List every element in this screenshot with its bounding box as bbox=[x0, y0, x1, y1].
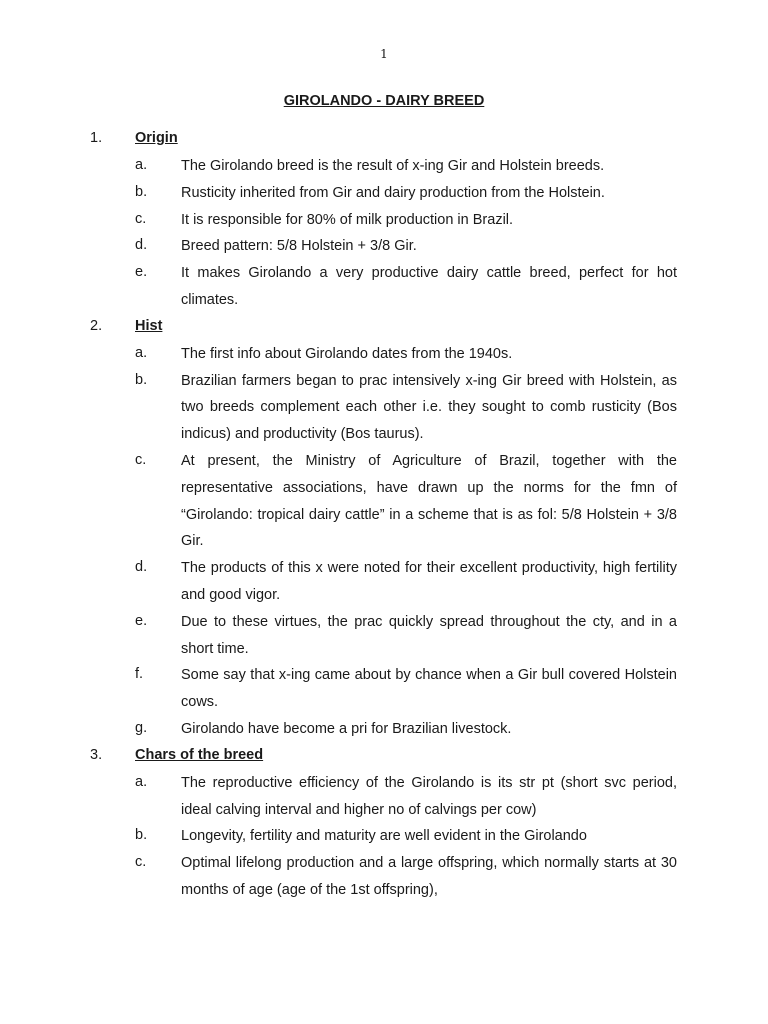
section-heading: Chars of the breed bbox=[135, 746, 264, 763]
item-letter: b. bbox=[135, 371, 148, 388]
document-title: GIROLANDO - DAIRY BREED bbox=[283, 93, 485, 109]
item-letter: a. bbox=[135, 344, 148, 361]
item-text: Rusticity inherited from Gir and dairy production from the Holstein. bbox=[181, 184, 605, 201]
item-letter: f. bbox=[135, 666, 144, 683]
item-text: Girolando have become a pri for Brazilian livestock. bbox=[181, 720, 512, 737]
item-letter: b. bbox=[135, 183, 148, 200]
item-text: Breed pattern: 5/8 Holstein + 3/8 Gir. bbox=[181, 238, 417, 255]
list-item bbox=[0, 770, 677, 824]
section-header bbox=[0, 126, 768, 153]
section-number: 1. bbox=[90, 130, 103, 146]
page-number: 1 bbox=[380, 47, 388, 61]
list-item bbox=[0, 180, 677, 207]
item-letter: a. bbox=[135, 773, 148, 790]
section-header bbox=[0, 314, 768, 341]
section-number: 2. bbox=[90, 317, 103, 334]
section-origin bbox=[0, 126, 768, 314]
item-letter: b. bbox=[135, 827, 148, 844]
item-letter: g. bbox=[135, 719, 148, 736]
item-text: The reproductive efficiency of the Girolando is its str pt (short svc period, ideal calving interval and higher no of calvings per cow) bbox=[181, 774, 677, 818]
item-text: The first info about Girolando dates from the 1940s. bbox=[181, 345, 513, 362]
item-text: Brazilian farmers began to prac intensively x-ing Gir breed with Holstein, as two breeds complement each other i.e. they sought to comb rusticity (Bos indicus) and productivity (Bos taurus). bbox=[181, 372, 677, 443]
list-item bbox=[0, 153, 677, 180]
list-item bbox=[0, 368, 677, 448]
list-item bbox=[0, 207, 677, 234]
item-letter: e. bbox=[135, 612, 148, 629]
item-letter: c. bbox=[135, 210, 147, 227]
item-text: Due to these virtues, the prac quickly spread throughout the cty, and in a short time. bbox=[181, 613, 677, 657]
section-heading: Origin bbox=[135, 130, 178, 146]
list-item bbox=[0, 260, 677, 314]
list-item bbox=[0, 233, 677, 260]
list-item bbox=[0, 341, 677, 368]
list-item bbox=[0, 555, 677, 609]
section-hist bbox=[0, 314, 768, 743]
list-item bbox=[0, 662, 677, 716]
item-text: Some say that x-ing came about by chance when a Gir bull covered Holstein cows. bbox=[181, 667, 677, 711]
item-text: Longevity, fertility and maturity are well evident in the Girolando bbox=[181, 828, 587, 845]
item-text: At present, the Ministry of Agriculture of Brazil, together with the representative associations, have drawn up the norms for the fmn of “Girolando: tropical dairy cattle” in a scheme that is as fol: 5/8 Holstein + 3/8 Gir. bbox=[181, 452, 677, 550]
item-text: Optimal lifelong production and a large offspring, which normally starts at 30 months of age (age of the 1st offspring), bbox=[181, 855, 677, 898]
section-heading: Hist bbox=[135, 317, 163, 334]
item-text: The products of this x were noted for their excellent productivity, high fertility and good vigor. bbox=[181, 560, 677, 603]
list-item bbox=[0, 609, 677, 663]
item-letter: d. bbox=[135, 559, 148, 576]
item-letter: d. bbox=[135, 237, 148, 254]
item-text: The Girolando breed is the result of x-ing Gir and Holstein breeds. bbox=[181, 158, 605, 174]
item-letter: c. bbox=[135, 451, 147, 468]
item-letter: a. bbox=[135, 157, 148, 173]
section-number: 3. bbox=[90, 746, 103, 763]
item-letter: e. bbox=[135, 264, 148, 281]
section-chars bbox=[0, 743, 768, 904]
document-body bbox=[0, 126, 768, 904]
item-text: It is responsible for 80% of milk production in Brazil. bbox=[181, 211, 514, 228]
list-item bbox=[0, 850, 677, 904]
list-item bbox=[0, 716, 677, 743]
section-header bbox=[0, 743, 768, 770]
list-item bbox=[0, 823, 677, 850]
item-letter: c. bbox=[135, 854, 147, 871]
list-item bbox=[0, 448, 677, 555]
item-text: It makes Girolando a very productive dairy cattle breed, perfect for hot climates. bbox=[181, 265, 677, 308]
